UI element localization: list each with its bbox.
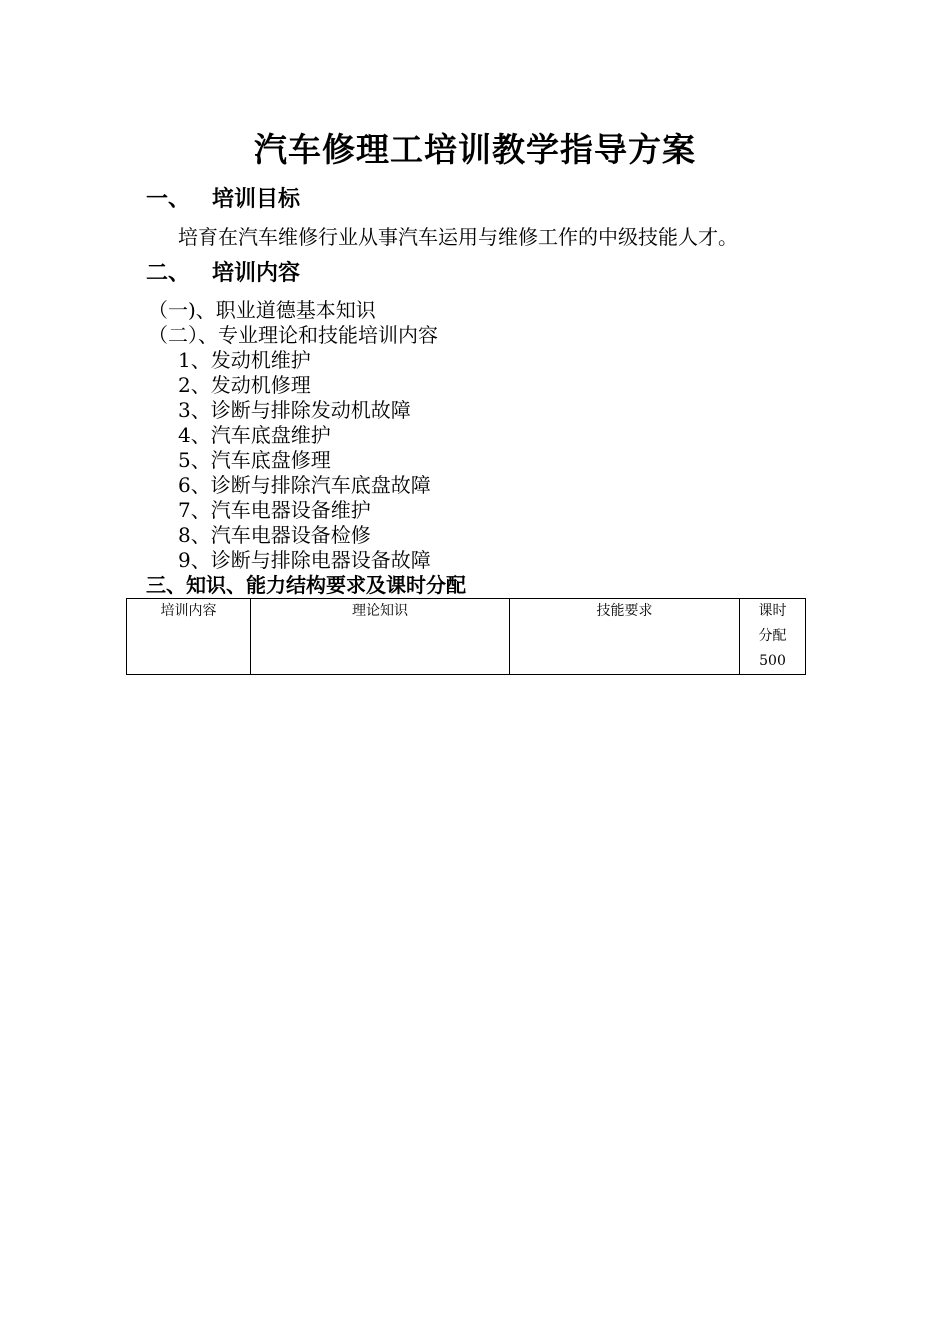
hours-label-line2: 分配 — [758, 628, 787, 644]
section-number: 一、 — [146, 186, 191, 212]
list-item: 3、诊断与排除发动机故障 — [178, 398, 411, 422]
section-title: 三、知识、能力结构要求及课时分配 — [146, 573, 466, 597]
list-item: 9、诊断与排除电器设备故障 — [178, 548, 431, 572]
section-title: 培训内容 — [212, 260, 301, 286]
section-title: 培训目标 — [212, 186, 301, 212]
list-item: 1、发动机维护 — [178, 348, 311, 372]
table-header-theory: 理论知识 — [251, 599, 510, 675]
table-row — [127, 599, 806, 675]
list-item: 2、发动机修理 — [178, 373, 311, 397]
section-number: 二、 — [146, 260, 191, 286]
section-heading-training-content — [146, 258, 300, 288]
hours-allocation-table — [126, 598, 806, 675]
document-title: 汽车修理工培训教学指导方案 — [254, 130, 696, 169]
list-item: 5、汽车底盘修理 — [178, 448, 331, 472]
list-item: 8、汽车电器设备检修 — [178, 523, 371, 547]
list-item: 7、汽车电器设备维护 — [178, 498, 371, 522]
list-item: 6、诊断与排除汽车底盘故障 — [178, 473, 431, 497]
table-header-hours — [740, 599, 806, 675]
subsection-professional: （二）、专业理论和技能培训内容 — [148, 323, 438, 347]
table-header-skills: 技能要求 — [510, 599, 740, 675]
list-item: 4、汽车底盘维护 — [178, 423, 331, 447]
section-heading-training-goal — [146, 184, 300, 214]
section-heading-structure-hours — [146, 571, 466, 599]
subsection-ethics: （一)、职业道德基本知识 — [148, 298, 376, 322]
hours-total: 500 — [759, 653, 786, 669]
hours-label-line1: 课时 — [758, 603, 787, 619]
table-header-training-content: 培训内容 — [127, 599, 251, 675]
training-items-list — [178, 348, 431, 573]
training-goal-text: 培育在汽车维修行业从事汽车运用与维修工作的中级技能人才。 — [178, 225, 738, 249]
